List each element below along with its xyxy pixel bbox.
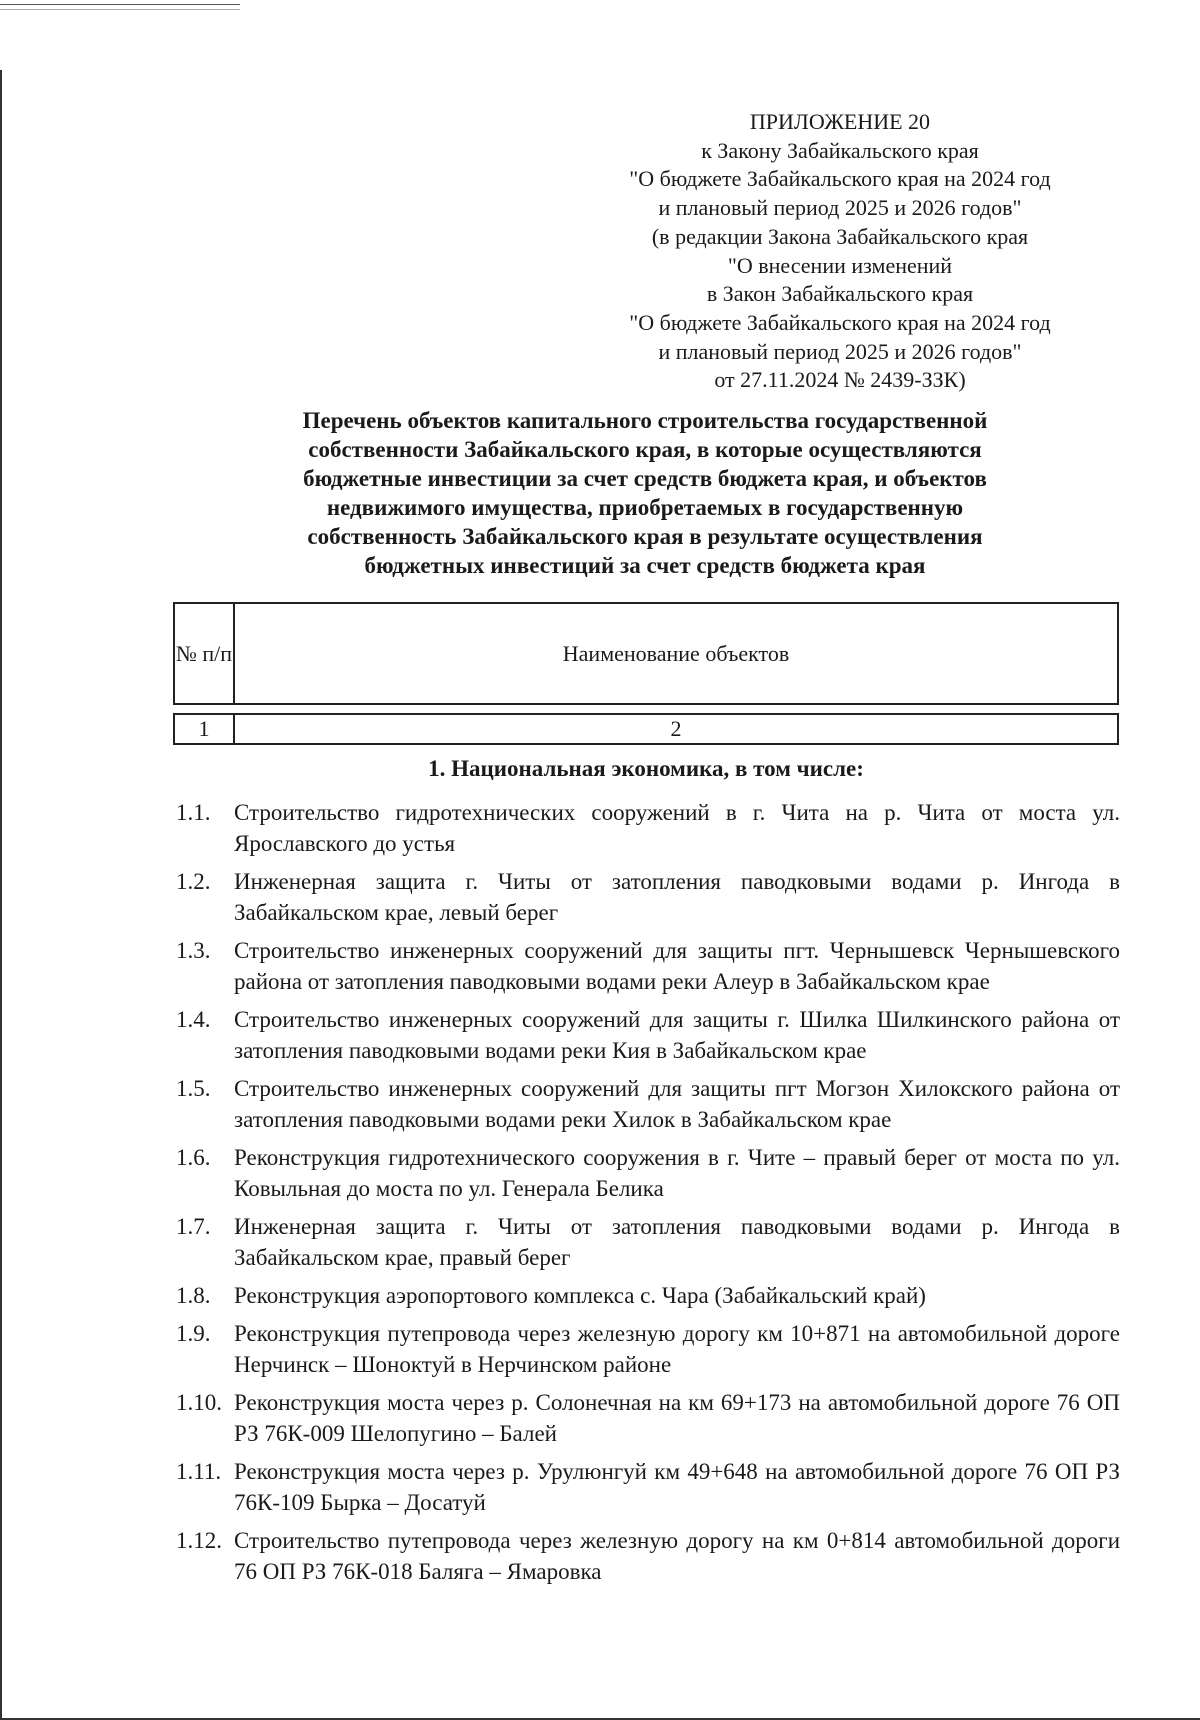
item-text: Строительство инженерных сооружений для защиты пгт Могзон Хилокского района от затопления паводковыми водами реки Хилок в Забайкальском крае [234, 1076, 1120, 1132]
item-number: 1.7. [176, 1214, 211, 1239]
item-number: 1.2. [176, 869, 211, 894]
list-item [176, 935, 1120, 997]
appendix-line: и плановый период 2025 и 2026 годов" [658, 195, 1022, 221]
item-text: Реконструкция путепровода через железную дорогу км 10+871 на автомобильной дороге Нерчинск – Шоноктуй в Нерчинском районе [234, 1321, 1120, 1377]
scan-edge-line [0, 9, 240, 10]
item-number: 1.5. [176, 1076, 211, 1101]
document-title [170, 406, 1120, 580]
column-number-2: 2 [670, 716, 682, 741]
title-line: собственности Забайкальского края, в которые осуществляются [308, 437, 982, 462]
item-number: 1.6. [176, 1145, 211, 1170]
item-number: 1.10. [176, 1390, 222, 1415]
list-item [176, 1211, 1120, 1273]
item-number: 1.8. [176, 1283, 211, 1308]
title-line: недвижимого имущества, приобретаемых в государственную [326, 495, 964, 520]
appendix-line: и плановый период 2025 и 2026 годов" [658, 338, 1022, 364]
list-item [176, 1318, 1120, 1380]
list-item [176, 1004, 1120, 1066]
list-item [176, 1456, 1120, 1518]
list-item [176, 1525, 1120, 1587]
appendix-line: в Закон Забайкальского края [706, 281, 974, 307]
list-item [176, 1387, 1120, 1449]
item-number: 1.4. [176, 1007, 211, 1032]
item-number: 1.11. [176, 1459, 222, 1484]
item-text: Инженерная защита г. Читы от затопления паводковыми водами р. Ингода в Забайкальском крае, правый берег [234, 1214, 1120, 1270]
item-text: Строительство путепровода через железную дорогу на км 0+814 автомобильной дороги 76 ОП РЗ 76К-018 Баляга – Ямаровка [234, 1528, 1120, 1584]
appendix-header [580, 108, 1100, 395]
appendix-line: "О бюджете Забайкальского края на 2024 год [629, 309, 1051, 335]
column-header-name: Наименование объектов [562, 640, 790, 666]
appendix-line: от 27.11.2024 № 2439-ЗЗК) [714, 367, 966, 393]
title-line: собственность Забайкальского края в результате осуществления [307, 524, 983, 549]
list-item [176, 1280, 1120, 1311]
appendix-line: (в редакции Закона Забайкальского края [651, 223, 1029, 249]
section-heading: 1. Национальная экономика, в том числе: [428, 756, 864, 781]
appendix-line: к Закону Забайкальского края [701, 137, 979, 163]
title-line: бюджетных инвестиций за счет средств бюджета края [364, 553, 926, 578]
appendix-line: "О бюджете Забайкальского края на 2024 год [629, 166, 1051, 192]
list-item [176, 1142, 1120, 1204]
table-header [173, 602, 1119, 705]
title-line: Перечень объектов капитального строительства государственной [302, 408, 988, 433]
item-text: Строительство инженерных сооружений для защиты г. Шилка Шилкинского района от затопления паводковыми водами реки Кия в Забайкальском крае [234, 1007, 1120, 1063]
table-column-numbers [173, 713, 1119, 745]
item-number: 1.12. [176, 1528, 222, 1553]
item-text: Реконструкция гидротехнического сооружения в г. Чите – правый берег от моста по ул. Ковыльная до моста по ул. Генерала Белика [234, 1145, 1120, 1201]
title-line: бюджетные инвестиции за счет средств бюджета края, и объектов [303, 466, 987, 491]
item-number: 1.9. [176, 1321, 211, 1346]
scan-edge-left [0, 70, 2, 1720]
item-number: 1.3. [176, 938, 211, 963]
column-header-number: № п/п [175, 604, 235, 703]
item-text: Реконструкция моста через р. Солонечная на км 69+173 на автомобильной дороге 76 ОП РЗ 76К-009 Шелопугино – Балей [234, 1390, 1120, 1446]
item-text: Строительство инженерных сооружений для защиты пгт. Чернышевск Чернышевского района от затопления паводковыми водами реки Алеур в Забайкальском крае [234, 938, 1120, 994]
item-text: Инженерная защита г. Читы от затопления паводковыми водами р. Ингода в Забайкальском крае, левый берег [234, 869, 1120, 925]
list-item [176, 797, 1120, 859]
item-number: 1.1. [176, 800, 211, 825]
item-text: Реконструкция моста через р. Урулюнгуй км 49+648 на автомобильной дороге 76 ОП РЗ 76К-109 Бырка – Досатуй [234, 1459, 1120, 1515]
object-list [176, 797, 1120, 1594]
item-text: Строительство гидротехнических сооружений в г. Чита на р. Чита от моста ул. Ярославского до устья [234, 800, 1120, 856]
item-text: Реконструкция аэропортового комплекса с. Чара (Забайкальский край) [234, 1283, 926, 1308]
appendix-line: "О внесении изменений [727, 252, 953, 278]
list-item [176, 866, 1120, 928]
scan-edge-line [0, 4, 240, 5]
list-item [176, 1073, 1120, 1135]
appendix-line: ПРИЛОЖЕНИЕ 20 [749, 109, 931, 134]
column-number-1: 1 [175, 715, 235, 743]
